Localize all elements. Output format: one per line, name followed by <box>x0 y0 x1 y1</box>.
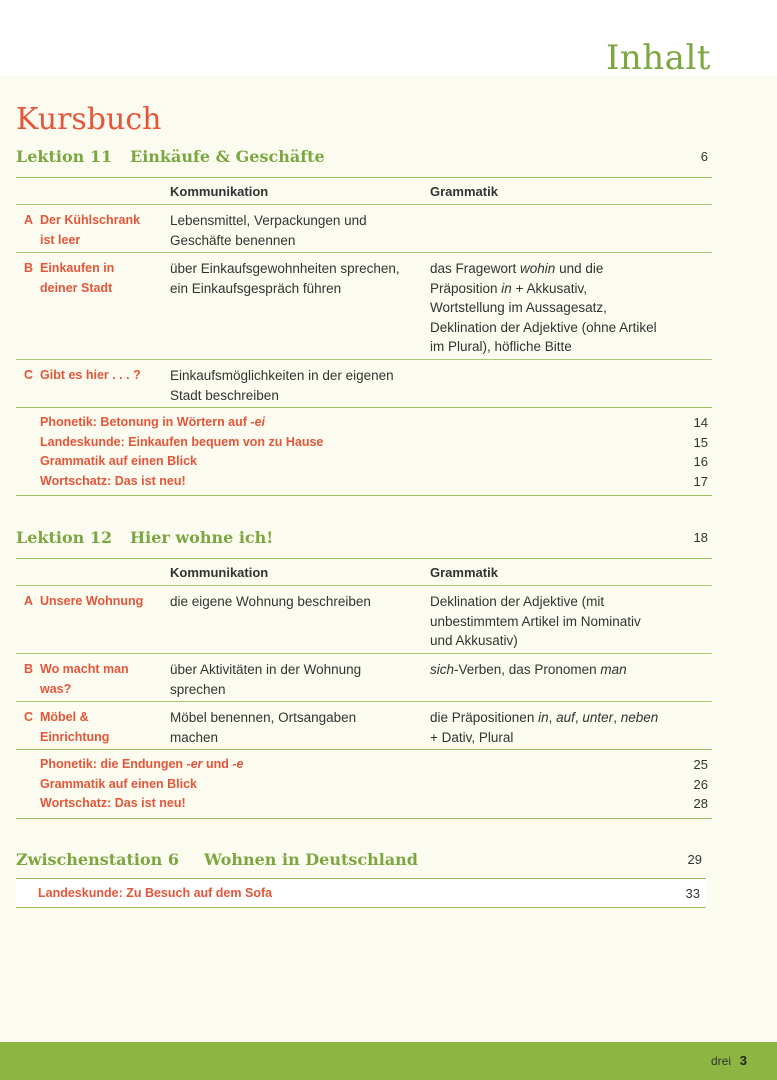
list-item[interactable]: Wortschatz: Das ist neu! 28 <box>40 796 708 811</box>
page-number-word: drei <box>710 1054 731 1068</box>
section-name: A Der Kühlschrank ist leer <box>24 213 141 247</box>
list-item[interactable]: Phonetik: die Endungen -er und -e 25 <box>40 757 708 772</box>
zwischenstation-6 <box>16 850 712 870</box>
list-item[interactable]: Wortschatz: Das ist neu! 17 <box>40 473 708 489</box>
table-row <box>16 653 712 701</box>
kommunikation-cell: Möbel benennen, Ortsangaben machen <box>170 710 357 745</box>
page-title: Inhalt <box>605 38 711 78</box>
lesson-12 <box>16 528 712 819</box>
section-name: C Gibt es hier . . . ? <box>24 368 141 382</box>
lesson-extras <box>16 749 712 819</box>
lesson-11 <box>16 147 712 496</box>
section-name: A Unsere Wohnung <box>24 594 144 608</box>
lesson-page-number: 6 <box>700 149 708 164</box>
lesson-header <box>16 528 712 548</box>
lesson-header <box>16 850 712 870</box>
table-row <box>16 359 712 407</box>
lesson-extras <box>16 407 712 496</box>
section-name: C Möbel & Einrichtung <box>24 710 110 744</box>
column-header-kommunikation: Kommunikation <box>170 565 269 580</box>
lesson-title: Wohnen in Deutschland <box>204 850 418 869</box>
table-row <box>16 252 712 359</box>
lesson-header <box>16 147 712 167</box>
column-header-row <box>16 178 712 204</box>
kommunikation-cell: Einkaufsmöglichkeiten in der eigenen Stadt beschreiben <box>170 368 394 403</box>
table-row <box>16 204 712 252</box>
column-header-kommunikation: Kommunikation <box>170 184 269 199</box>
grammatik-cell: Deklination der Adjektive (mit unbestimmtem Artikel im Nominativ und Akkusativ) <box>430 594 641 648</box>
kommunikation-cell: die eigene Wohnung beschreiben <box>170 594 371 609</box>
table-row <box>16 585 712 653</box>
list-item[interactable]: Phonetik: Betonung in Wörtern auf -ei 14 <box>40 415 708 430</box>
lesson-number: Zwischenstation 6 <box>16 850 179 869</box>
page-number: 3 <box>739 1053 747 1068</box>
lesson-page-number: 29 <box>687 852 702 867</box>
list-item[interactable]: Grammatik auf einen Blick 16 <box>40 454 708 469</box>
column-header-grammatik: Grammatik <box>430 184 498 199</box>
lesson-title: Hier wohne ich! <box>130 528 274 547</box>
section-name: B Wo macht man was? <box>24 662 129 696</box>
kommunikation-cell: über Aktivitäten in der Wohnung sprechen <box>170 662 362 697</box>
lesson-number: Lektion 12 <box>16 528 113 547</box>
list-item[interactable]: Grammatik auf einen Blick 26 <box>40 776 708 792</box>
lesson-number: Lektion 11 <box>16 147 113 166</box>
section-heading-kursbuch: Kursbuch <box>16 102 162 137</box>
column-header-grammatik: Grammatik <box>430 565 498 580</box>
grammatik-cell: die Präpositionen in, auf, unter, neben + Dativ, Plural <box>430 710 659 745</box>
grammatik-cell: sich-Verben, das Pronomen man <box>430 662 627 677</box>
kommunikation-cell: Lebensmittel, Verpackungen und Geschäfte benennen <box>170 213 367 248</box>
lesson-page-number: 18 <box>693 530 708 545</box>
column-header-row <box>16 559 712 585</box>
list-item[interactable]: Landeskunde: Einkaufen bequem von zu Hause 15 <box>40 434 708 450</box>
page-footer <box>0 1042 777 1080</box>
grammatik-cell: das Fragewort wohin und die Präposition in + Akkusativ, Wortstellung im Aussagesatz, Deklination der Adjektive (ohne Artikel im Plural), höfliche Bitte <box>430 261 657 354</box>
list-item[interactable]: Landeskunde: Zu Besuch auf dem Sofa 33 <box>16 878 706 908</box>
section-name: B Einkaufen in deiner Stadt <box>24 261 115 295</box>
lesson-title: Einkäufe & Geschäfte <box>130 147 325 166</box>
kommunikation-cell: über Einkaufsgewohnheiten sprechen, ein Einkaufsgespräch führen <box>170 261 400 296</box>
table-row <box>16 701 712 749</box>
